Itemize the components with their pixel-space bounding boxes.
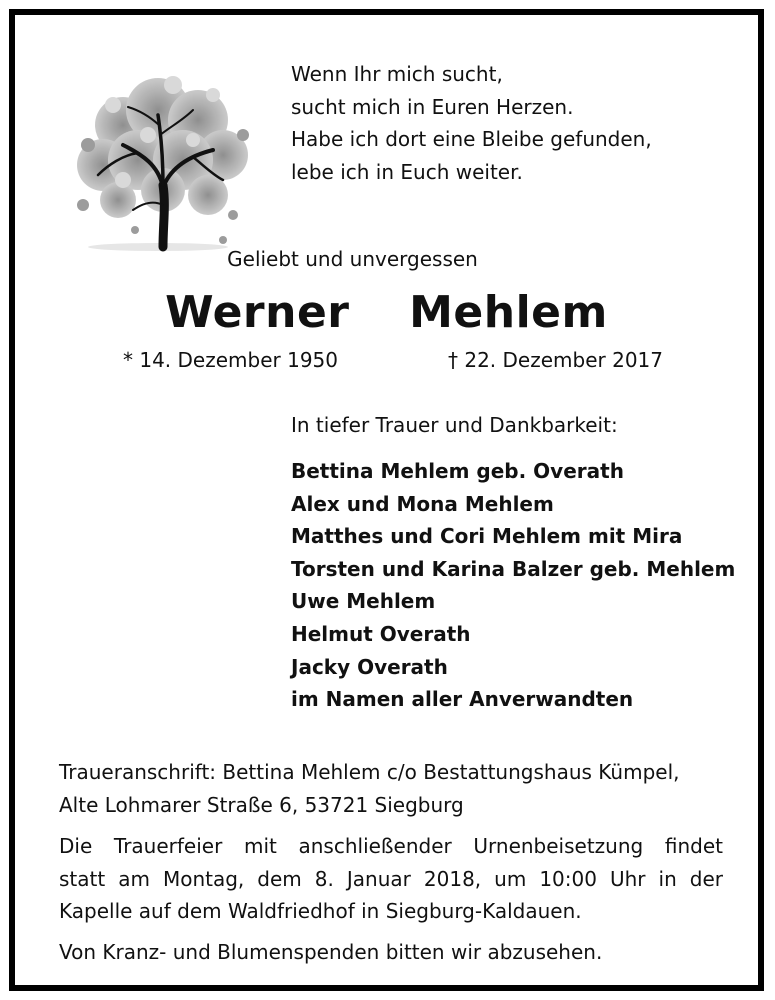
mourner-entry: Uwe Mehlem [291,589,436,614]
intro-text: Geliebt und unvergessen [227,247,478,271]
mourning-address [59,756,723,821]
obituary-notice [9,9,764,991]
mourners-list [291,455,735,716]
mourner-entry: Jacky Overath [291,654,448,679]
poem-line: Habe ich dort eine Bleibe gefunden, [291,127,652,151]
poem-line: Wenn Ihr mich sucht, [291,62,503,86]
ceremony-line: statt am Montag, dem 8. Januar 2018, um 10:00 Uhr in der [59,866,723,891]
ceremony-line: Kapelle auf dem Waldfriedhof in Siegburg-Kaldauen. [59,899,582,923]
address-line: Alte Lohmarer Straße 6, 53721 Siegburg [59,792,464,817]
deceased-name: Werner Mehlem [165,287,608,338]
mourner-entry: im Namen aller Anverwandten [291,687,634,712]
death-date: † 22. Dezember 2017 [448,348,663,372]
birth-date: * 14. Dezember 1950 [123,348,338,372]
mourner-entry: Torsten und Karina Balzer geb. Mehlem [291,556,736,581]
mourner-entry: Alex und Mona Mehlem [291,491,554,516]
address-line: Traueranschrift: Bettina Mehlem c/o Bestattungshaus Kümpel, [59,760,680,784]
mourner-entry: Helmut Overath [291,621,471,646]
poem-line: lebe ich in Euch weiter. [291,159,523,184]
ceremony-info [59,830,723,928]
mourner-entry: Matthes und Cori Mehlem mit Mira [291,524,683,549]
mourner-entry: Bettina Mehlem geb. Overath [291,459,624,483]
ceremony-line: Die Trauerfeier mit anschließender Urnenbeisetzung findet [59,834,723,858]
poem-line: sucht mich in Euren Herzen. [291,94,574,119]
mourners-intro: In tiefer Trauer und Dankbarkeit: [291,413,618,437]
tree-icon [63,65,263,255]
flowers-note: Von Kranz- und Blumenspenden bitten wir abzusehen. [59,940,603,964]
poem [291,58,652,188]
